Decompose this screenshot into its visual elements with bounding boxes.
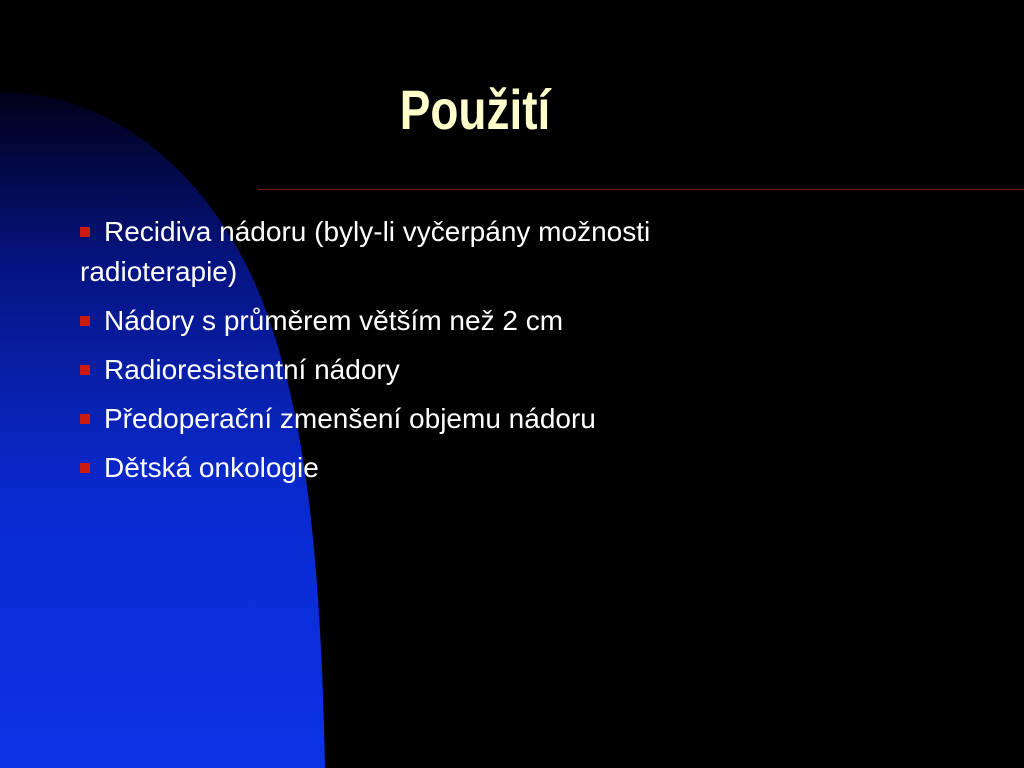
- square-bullet-icon: [80, 414, 90, 424]
- bullet-text: Nádory s průměrem větším než 2 cm: [104, 305, 564, 336]
- bullet-text: Předoperační zmenšení objemu nádoru: [104, 403, 596, 434]
- bullet-text: Radioresistentní nádory: [104, 354, 400, 385]
- title-divider-line: [258, 189, 1024, 190]
- square-bullet-icon: [80, 316, 90, 326]
- square-bullet-icon: [80, 365, 90, 375]
- bullet-item: [80, 350, 800, 390]
- slide-title: Použití: [399, 78, 551, 141]
- square-bullet-icon: [80, 227, 90, 237]
- bullet-item: [80, 448, 800, 488]
- bullet-text: Dětská onkologie: [104, 452, 319, 483]
- bullet-list: [80, 212, 800, 497]
- bullet-item: [80, 399, 800, 439]
- bullet-item: [80, 212, 800, 292]
- bullet-item: [80, 301, 800, 341]
- bullet-text: Recidiva nádoru (byly-li vyčerpány možnosti radioterapie): [80, 216, 651, 287]
- square-bullet-icon: [80, 463, 90, 473]
